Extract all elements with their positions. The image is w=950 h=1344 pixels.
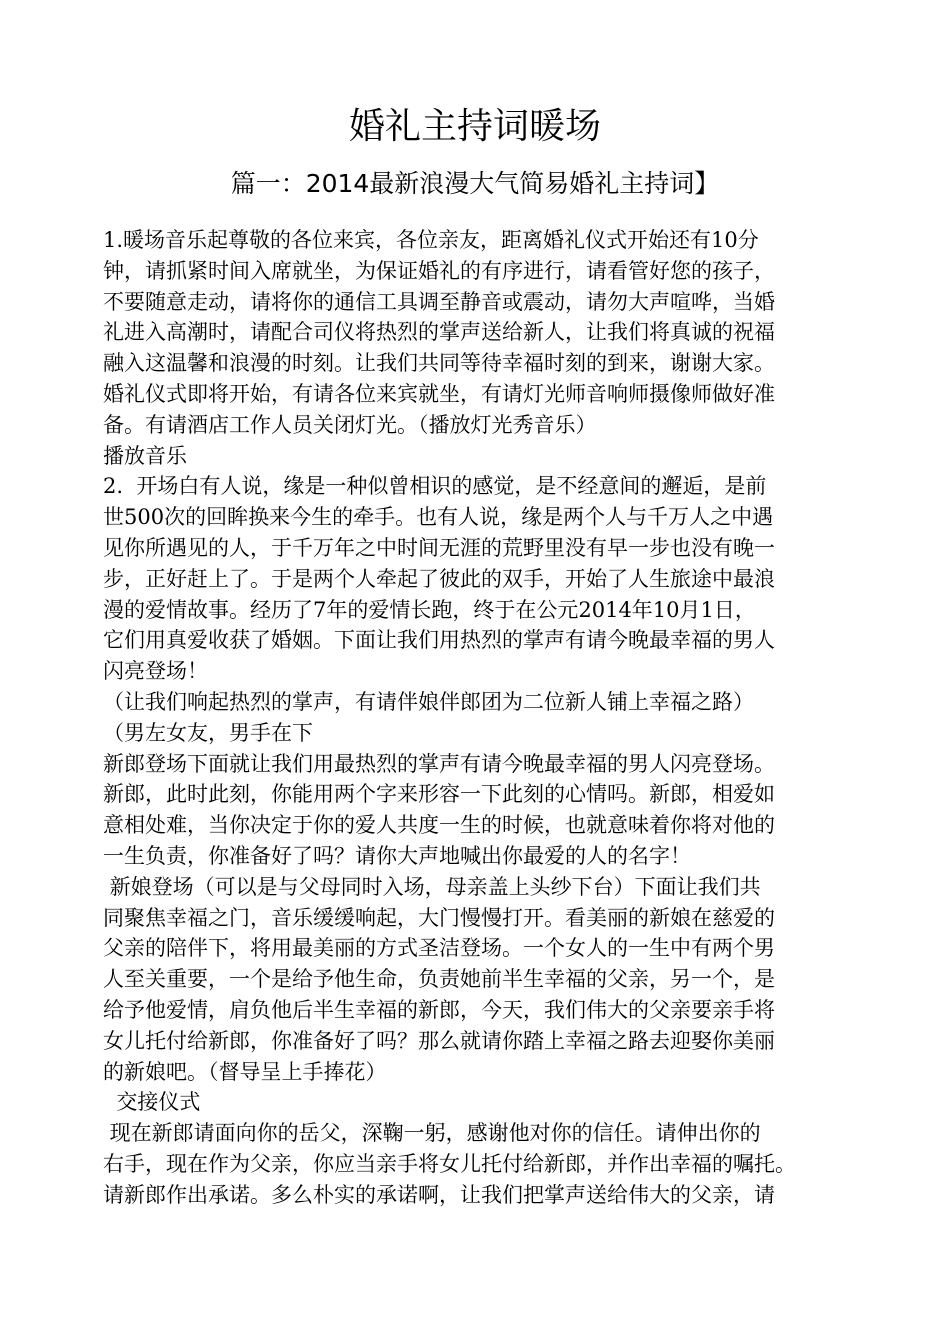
text-line: 女儿托付给新郎，你准备好了吗？那么就请你踏上幸福之路去迎娶你美丽 xyxy=(103,1028,775,1053)
text-line: 父亲的陪伴下，将用最美丽的方式圣洁登场。一个女人的一生中有两个男 xyxy=(103,936,775,961)
text-line: 一生负责，你准备好了吗？请你大声地喊出你最爱的人的名字！ xyxy=(103,843,691,868)
text-line: 备。有请酒店工作人员关闭灯光。（播放灯光秀音乐） xyxy=(103,412,597,437)
text-line: 世500次的回眸换来今生的牵手。也有人说，缘是两个人与千万人之中遇 xyxy=(103,505,774,530)
text-line: 不要随意走动，请将你的通信工具调至静音或震动，请勿大声喧哗，当婚 xyxy=(103,289,775,314)
text-line: 漫的爱情故事。经历了7年的爱情长跑，终于在公元2014年10月1日， xyxy=(103,597,756,622)
text-line: 交接仪式 xyxy=(103,1090,201,1115)
text-line: 它们用真爱收获了婚姻。下面让我们用热烈的掌声有请今晚最幸福的男人 xyxy=(103,628,775,653)
text-line: 播放音乐 xyxy=(103,443,187,468)
text-line: 2. 开场白有人说，缘是一种似曾相识的感觉，是不经意间的邂逅，是前 xyxy=(103,474,767,499)
text-line: 现在新郎请面向你的岳父，深鞠一躬，感谢他对你的信任。请伸出你的 xyxy=(103,1121,761,1146)
text-line: 婚礼仪式即将开始，有请各位来宾就坐，有请灯光师音响师摄像师做好准 xyxy=(103,381,775,406)
text-line: 1.暖场音乐起尊敬的各位来宾，各位亲友，距离婚礼仪式开始还有10分 xyxy=(103,228,759,252)
text-line: 的新娘吧。（督导呈上手捧花） xyxy=(103,1059,387,1084)
text-line: 人至关重要，一个是给予他生命，负责她前半生幸福的父亲，另一个，是 xyxy=(103,967,775,992)
text-line: 礼进入高潮时，请配合司仪将热烈的掌声送给新人，让我们将真诚的祝福 xyxy=(103,320,775,345)
text-line: 同聚焦幸福之门，音乐缓缓响起，大门慢慢打开。看美丽的新娘在慈爱的 xyxy=(103,905,775,930)
text-line: （让我们响起热烈的掌声，有请伴娘伴郎团为二位新人铺上幸福之路） xyxy=(103,689,754,714)
text-line: 融入这温馨和浪漫的时刻。让我们共同等待幸福时刻的到来，谢谢大家。 xyxy=(103,351,775,376)
document-title: 婚礼主持词暖场 xyxy=(348,106,601,147)
text-line: 新郎，此时此刻，你能用两个字来形容一下此刻的心情吗。新郎，相爱如 xyxy=(103,782,775,807)
text-line: 给予他爱情，肩负他后半生幸福的新郎，今天，我们伟大的父亲要亲手将 xyxy=(103,997,775,1022)
text-line: （男左女友，男手在下 xyxy=(103,720,313,745)
text-line: 新娘登场（可以是与父母同时入场，母亲盖上头纱下台）下面让我们共 xyxy=(103,874,761,899)
text-line: 意相处难，当你决定于你的爱人共度一生的时候，也就意味着你将对他的 xyxy=(103,813,775,838)
text-line: 钟，请抓紧时间入席就坐，为保证婚礼的有序进行，请看管好您的孩子， xyxy=(103,258,775,283)
text-line: 闪亮登场！ xyxy=(103,659,208,684)
text-line: 新郎登场下面就让我们用最热烈的掌声有请今晚最幸福的男人闪亮登场。 xyxy=(103,751,775,776)
document-subtitle: 篇一：2014最新浪漫大气简易婚礼主持词】 xyxy=(230,169,720,198)
text-line: 步，正好赶上了。于是两个人牵起了彼此的双手，开始了人生旅途中最浪 xyxy=(103,566,775,591)
text-line: 右手，现在作为父亲，你应当亲手将女儿托付给新郎，并作出幸福的嘱托。 xyxy=(103,1151,796,1176)
text-line: 请新郎作出承诺。多么朴实的承诺啊，让我们把掌声送给伟大的父亲，请 xyxy=(103,1182,775,1207)
text-line: 见你所遇见的人，于千万年之中时间无涯的荒野里没有早一步也没有晚一 xyxy=(103,535,775,560)
document-body xyxy=(103,225,873,1211)
